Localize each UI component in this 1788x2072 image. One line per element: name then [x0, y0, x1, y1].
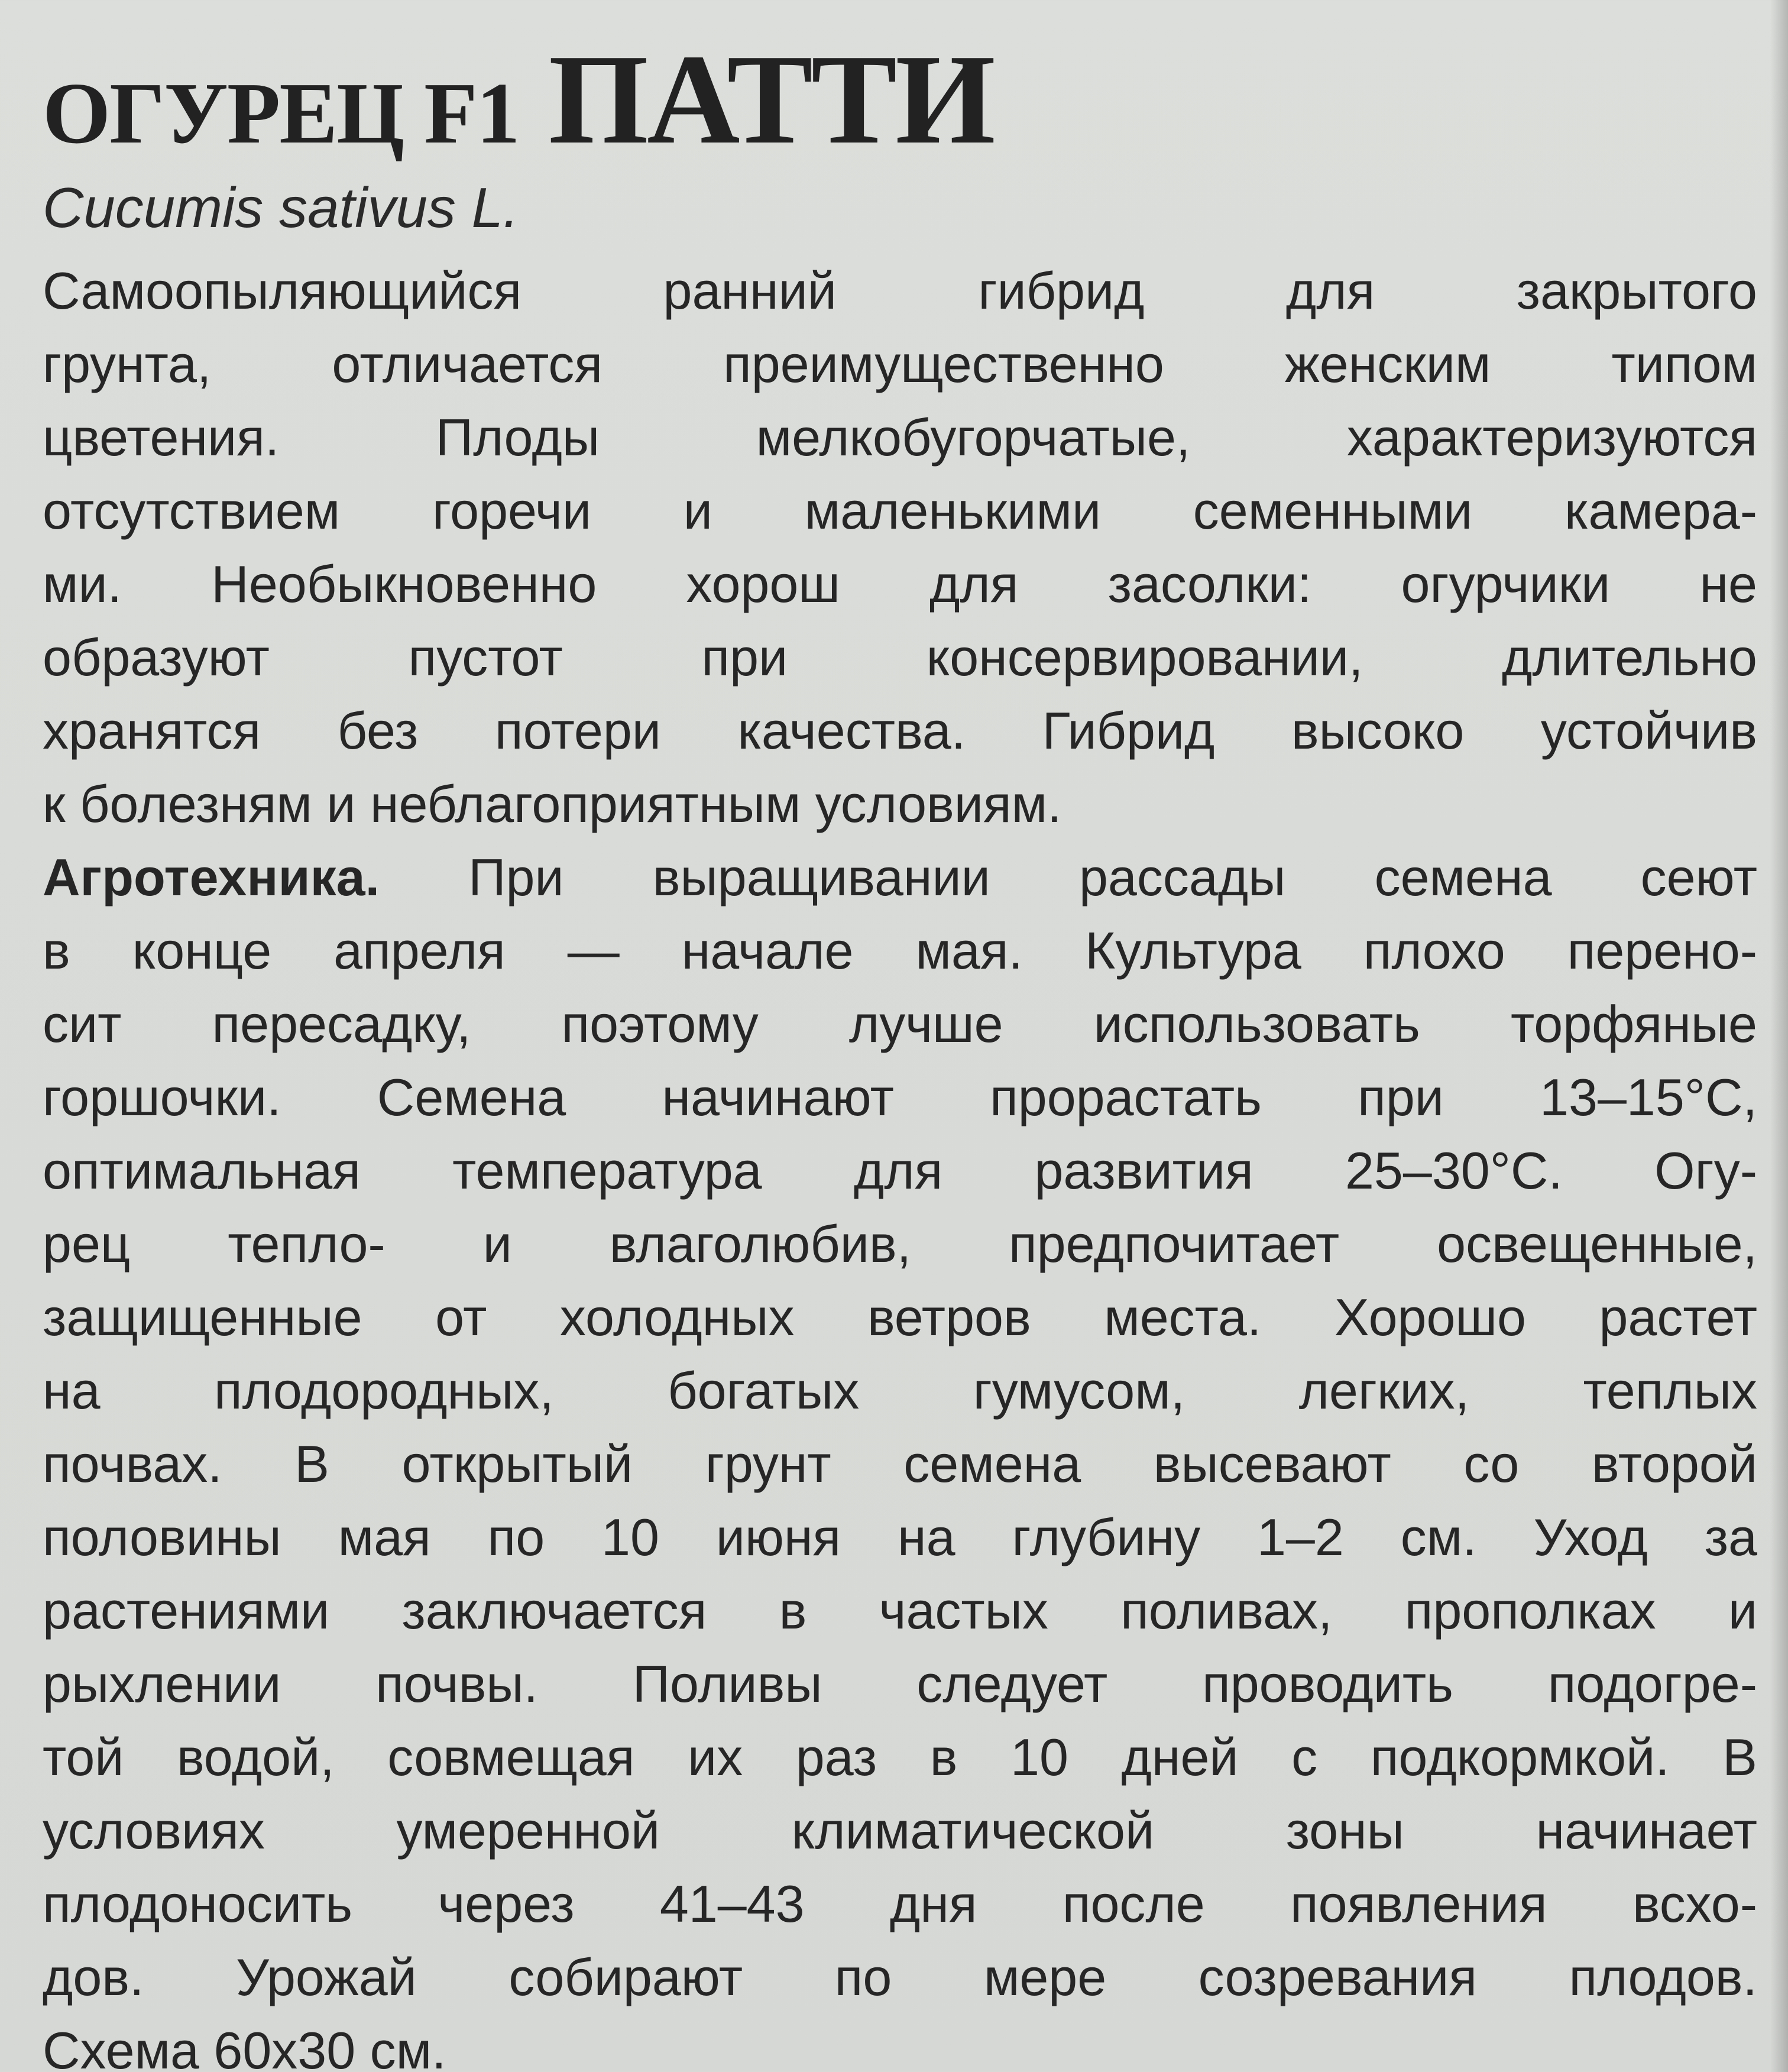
product-title: [43, 28, 1757, 171]
description-line: к болезням и неблагоприятным условиям.: [43, 775, 1062, 833]
agro-line: половины мая по 10 июня на глубину 1–2 см. Уход за: [43, 1508, 1757, 1566]
description: [43, 254, 1757, 841]
latin-name: Cucumis sativus L.: [43, 176, 519, 239]
agro-line: дов. Урожай собирают по мере созревания плодов.: [43, 1948, 1757, 2006]
description-line: ми. Необыкновенно хорош для засолки: огурчики не: [43, 555, 1757, 613]
agro-line: на плодородных, богатых гумусом, легких, теплых: [43, 1361, 1757, 1420]
description-line: Самоопыляющийся ранний гибрид для закрытого: [43, 261, 1757, 320]
agro-line: сит пересадку, поэтому лучше использовать торфяные: [43, 995, 1757, 1053]
agro-line: в конце апреля — начале мая. Культура плохо перено-: [43, 921, 1757, 980]
title-prefix: ОГУРЕЦ F1: [43, 65, 519, 162]
description-line: хранятся без потери качества. Гибрид высоко устойчив: [43, 701, 1757, 760]
description-line: образуют пустот при консервировании, длительно: [43, 628, 1757, 687]
seed-packet-back: [43, 28, 1757, 2072]
agro-line: рец тепло- и влаголюбив, предпочитает освещенные,: [43, 1215, 1757, 1273]
agro-line: условиях умеренной климатической зоны начинает: [43, 1801, 1757, 1860]
description-line: цветения. Плоды мелкобугорчатые, характеризуются: [43, 408, 1757, 467]
agro-line: растениями заключается в частых поливах, прополках и: [43, 1581, 1757, 1640]
agro-line: защищенные от холодных ветров места. Хорошо растет: [43, 1288, 1757, 1346]
agro-line: плодоносить через 41–43 дня после появления всхо-: [43, 1874, 1757, 1933]
agro-line: Схема 60х30 см.: [43, 2021, 446, 2072]
agro-line: горшочки. Семена начинают прорастать при 13–15°С,: [43, 1068, 1757, 1126]
agrotechnics: [43, 841, 1757, 2072]
description-line: отсутствием горечи и маленькими семенными камера-: [43, 481, 1757, 540]
agro-first-line: [43, 841, 1757, 914]
agro-line: почвах. В открытый грунт семена высевают со второй: [43, 1435, 1757, 1493]
agro-heading: Агротехника.: [43, 848, 380, 906]
packet-edge-shadow: [1770, 0, 1788, 2072]
agro-line: рыхлении почвы. Поливы следует проводить подогре-: [43, 1655, 1757, 1713]
description-line: грунта, отличается преимущественно женским типом: [43, 335, 1757, 393]
agro-line: той водой, совмещая их раз в 10 дней с подкормкой. В: [43, 1728, 1757, 1786]
variety-name: ПАТТИ: [548, 28, 994, 171]
agro-line: оптимальная температура для развития 25–30°С. Огу-: [43, 1141, 1757, 1200]
agro-first-line-text: При выращивании рассады семена сеют: [468, 848, 1757, 906]
